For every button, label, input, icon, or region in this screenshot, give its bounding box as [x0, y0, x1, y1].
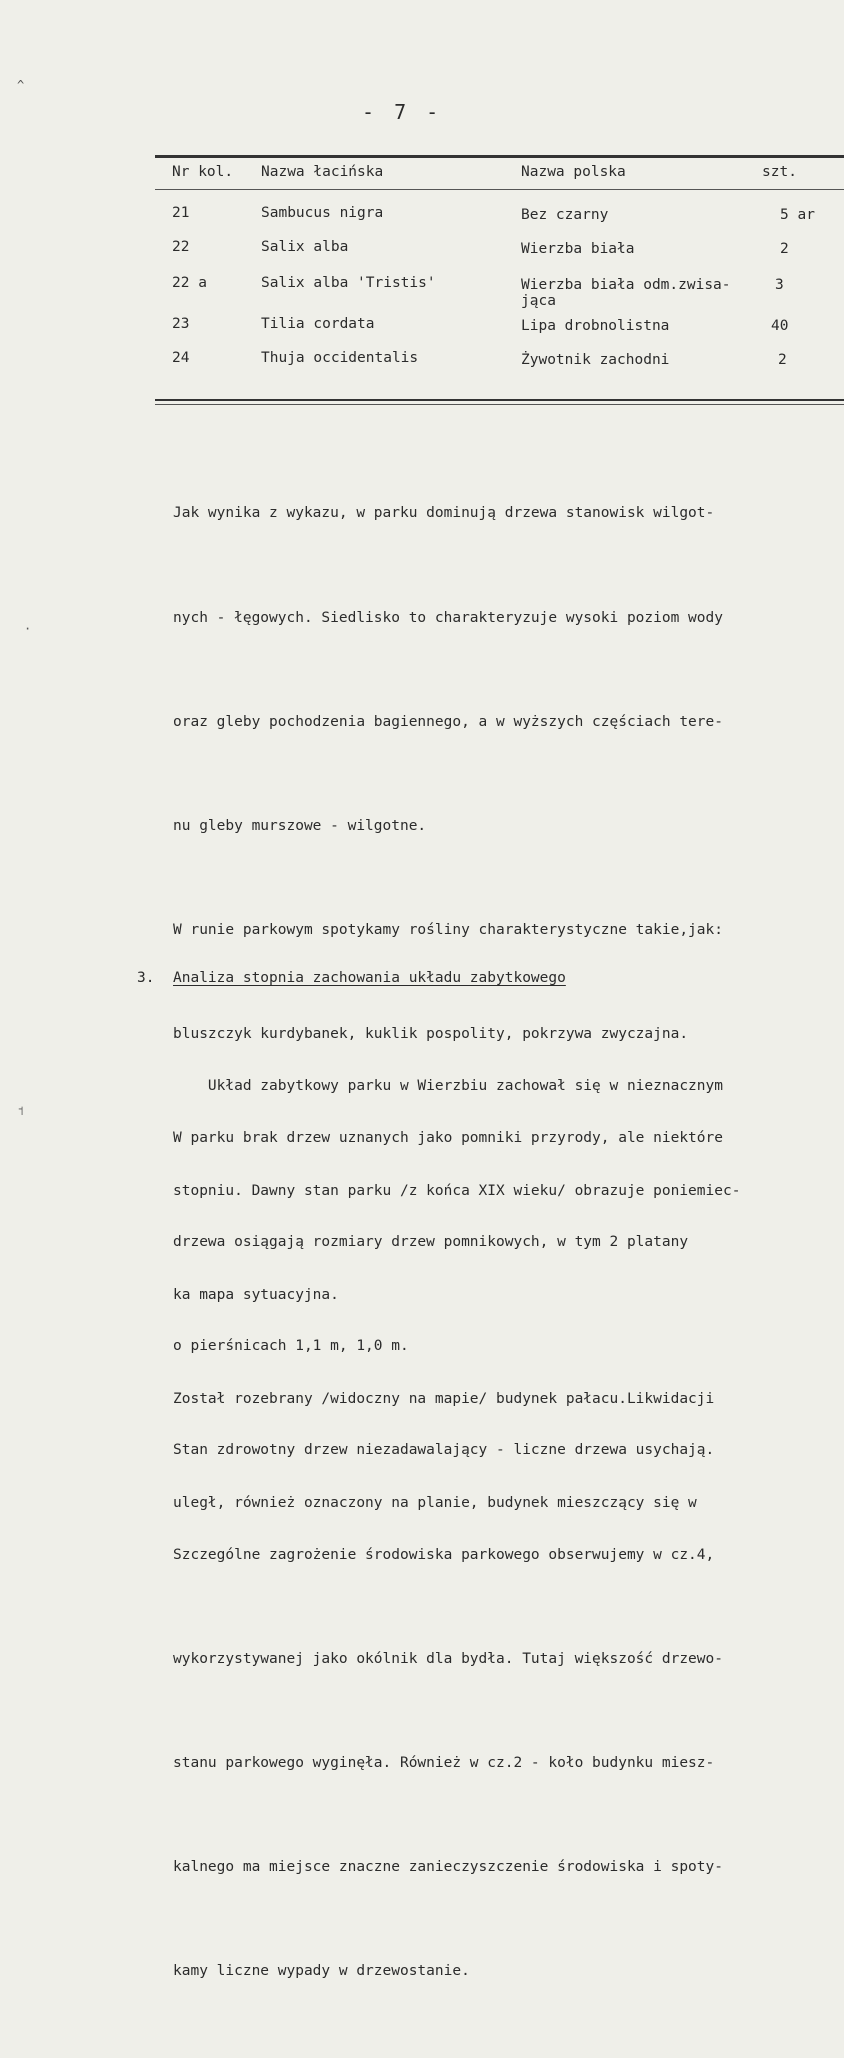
- text-line: Stan zdrowotny drzew niezadawalający - liczne drzewa usychają.: [173, 1442, 715, 1459]
- header-latin-name: Nazwa łacińska: [261, 164, 384, 180]
- row-polish-continued: jąca: [521, 293, 556, 309]
- text-line: bluszczyk kurdybanek, kuklik pospolity, pokrzywa zwyczajna.: [173, 1025, 689, 1042]
- row-latin: Sambucus nigra: [261, 205, 384, 221]
- text-line: Szczególne zagrożenie środowiska parkowego obserwujemy w cz.4,: [173, 1546, 715, 1563]
- row-latin: Salix alba 'Tristis': [261, 275, 436, 291]
- text-line: kalnego ma miejsce znaczne zanieczyszczenie środowiska i spoty-: [173, 1858, 723, 1875]
- header-quantity: szt.: [762, 164, 797, 180]
- header-nr: Nr kol.: [172, 164, 234, 180]
- row-polish: Lipa drobnolistna: [521, 318, 670, 334]
- text-line: nu gleby murszowe - wilgotne.: [173, 817, 427, 834]
- section-number: 3.: [137, 970, 155, 986]
- text-line: Został rozebrany /widoczny na mapie/ budynek pałacu.Likwidacji: [173, 1390, 715, 1407]
- text-line: Jak wynika z wykazu, w parku dominują drzewa stanowisk wilgot-: [173, 505, 715, 522]
- text-line: nych - łęgowych. Siedlisko to charakteryzuje wysoki poziom wody: [173, 609, 723, 626]
- row-latin: Thuja occidentalis: [261, 350, 419, 366]
- text-line: stopniu. Dawny stan parku /z końca XIX wieku/ obrazuje poniemiec-: [173, 1182, 741, 1199]
- row-qty: 2: [778, 352, 787, 368]
- row-polish: Bez czarny: [521, 207, 609, 223]
- row-latin: Tilia cordata: [261, 316, 375, 332]
- text-line: oraz gleby pochodzenia bagiennego, a w wyższych częściach tere-: [173, 713, 723, 730]
- margin-mark: ·: [24, 622, 32, 636]
- text-line: drzewa osiągają rozmiary drzew pomnikowych, w tym 2 platany: [173, 1234, 689, 1251]
- row-qty: 5 ar: [780, 207, 815, 223]
- text-line: ka mapa sytuacyjna.: [173, 1286, 339, 1303]
- text-line: uległ, również oznaczony na planie, budynek mieszczący się w: [173, 1494, 697, 1511]
- text-line: W runie parkowym spotykamy rośliny charakterystyczne takie,jak:: [173, 921, 723, 938]
- text-line: o pierśnicach 1,1 m, 1,0 m.: [173, 1338, 409, 1355]
- table-header-rule: [155, 189, 844, 190]
- table-top-rule: [155, 155, 844, 158]
- section-paragraph: [173, 1000, 833, 1590]
- text-line: W parku brak drzew uznanych jako pomniki przyrody, ale niektóre: [173, 1130, 723, 1147]
- row-polish: Żywotnik zachodni: [521, 352, 670, 368]
- text-line: Układ zabytkowy parku w Wierzbiu zachował się w nieznacznym: [173, 1078, 723, 1095]
- row-qty: 40: [771, 318, 789, 334]
- row-qty: 3: [775, 277, 784, 293]
- row-nr: 22: [172, 239, 190, 255]
- row-nr: 21: [172, 205, 190, 221]
- row-polish: Wierzba biała: [521, 241, 635, 257]
- margin-mark: ˦: [17, 1104, 25, 1118]
- page-number: - 7 -: [362, 100, 443, 124]
- table-bottom-rule-secondary: [155, 404, 844, 405]
- text-line: wykorzystywanej jako okólnik dla bydła. Tutaj większość drzewo-: [173, 1650, 723, 1667]
- row-nr: 22 a: [172, 275, 207, 291]
- row-nr: 24: [172, 350, 190, 366]
- row-nr: 23: [172, 316, 190, 332]
- row-polish: Wierzba biała odm.zwisa-: [521, 277, 731, 293]
- table-bottom-rule: [155, 399, 844, 401]
- text-line: stanu parkowego wyginęła. Również w cz.2 - koło budynku miesz-: [173, 1754, 715, 1771]
- row-qty: 2: [780, 241, 789, 257]
- margin-mark: ^: [17, 78, 25, 92]
- section-title: Analiza stopnia zachowania układu zabytkowego: [173, 970, 566, 986]
- header-polish-name: Nazwa polska: [521, 164, 626, 180]
- row-latin: Salix alba: [261, 239, 349, 255]
- text-line: kamy liczne wypady w drzewostanie.: [173, 1962, 470, 1979]
